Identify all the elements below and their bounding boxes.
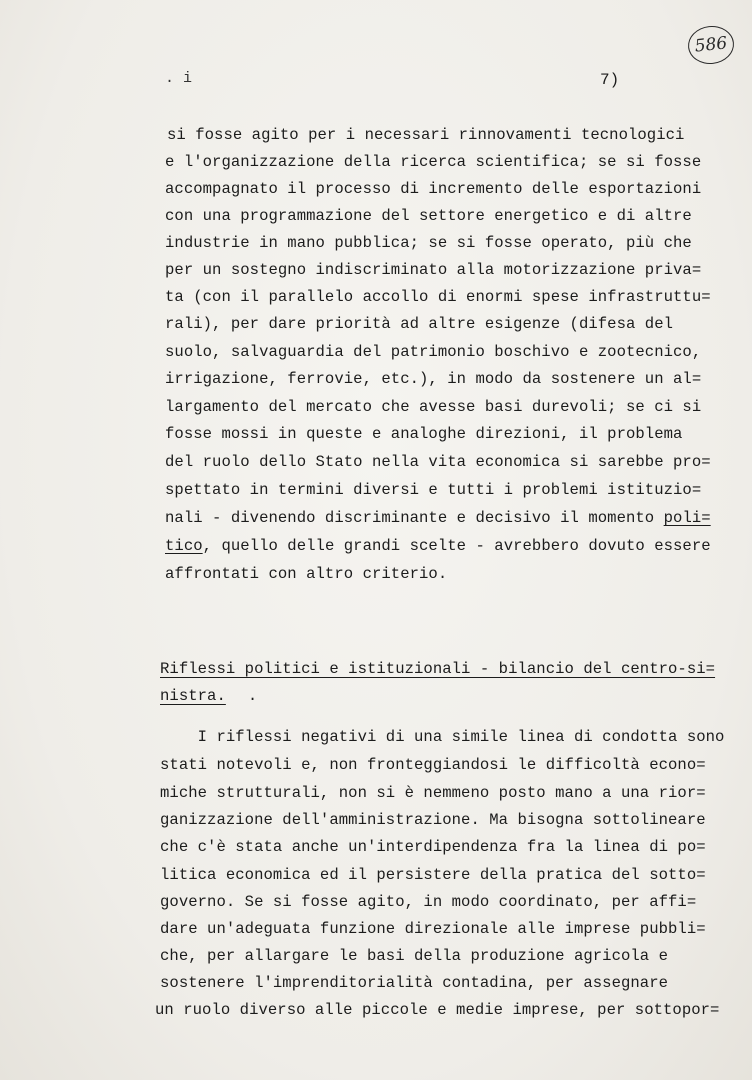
paragraph-line: industrie in mano pubblica; se si fosse operato, più che — [165, 234, 692, 252]
paragraph-line: litica economica ed il persistere della pratica del sotto= — [160, 866, 706, 884]
archive-page-stamp: 586 — [686, 24, 736, 67]
paragraph-line: un ruolo diverso alle piccole e medie imprese, per sottopor= — [155, 1001, 720, 1019]
paragraph-line: e l'organizzazione della ricerca scientifica; se si fosse — [165, 153, 702, 171]
section-heading: Riflessi politici e istituzionali - bilancio del centro-si= — [160, 660, 716, 678]
paragraph-line: accompagnato il processo di incremento delle esportazioni — [165, 180, 702, 198]
page-number: 7) — [600, 71, 620, 89]
paragraph-line: sostenere l'imprenditorialità contadina, per assegnare — [160, 974, 669, 992]
paragraph-line: suolo, salvaguardia del patrimonio boschivo e zootecnico, — [165, 343, 702, 361]
paragraph-line: largamento del mercato che avesse basi durevoli; se ci si — [165, 398, 702, 416]
underlined-word: poli= — [663, 509, 711, 527]
paragraph-line: affrontati con altro criterio. — [165, 565, 448, 583]
paragraph-line: che c'è stata anche un'interdipendenza fra la linea di po= — [160, 838, 706, 856]
section-heading-continued — [160, 686, 257, 706]
paragraph-line: ganizzazione dell'amministrazione. Ma bisogna sottolineare — [160, 811, 706, 829]
paragraph-line: ta (con il parallelo accollo di enormi spese infrastruttu= — [165, 288, 711, 306]
paragraph-line: stati notevoli e, non fronteggiandosi le difficoltà econo= — [160, 756, 706, 774]
paragraph-line: miche strutturali, non si è nemmeno posto mano a una rior= — [160, 784, 706, 802]
paragraph-line: del ruolo dello Stato nella vita economica si sarebbe pro= — [165, 453, 711, 471]
paragraph-line: rali), per dare priorità ad altre esigenze (difesa del — [165, 315, 674, 333]
paragraph-line: si fosse agito per i necessari rinnovamenti tecnologici — [167, 126, 685, 144]
paragraph-line: per un sostegno indiscriminato alla motorizzazione priva= — [165, 261, 702, 279]
paragraph-line — [165, 536, 711, 556]
paragraph-line: fosse mossi in queste e analoghe direzioni, il problema — [165, 425, 683, 443]
paragraph-line: che, per allargare le basi della produzione agricola e — [160, 947, 669, 965]
paragraph-line-text: , quello delle grandi scelte - avrebbero dovuto essere — [202, 537, 711, 555]
stray-mark: . — [247, 687, 258, 705]
paragraph-line: dare un'adeguata funzione direzionale alle imprese pubbli= — [160, 920, 706, 938]
paragraph-line-text: nali - divenendo discriminante e decisivo il momento — [165, 509, 664, 527]
paragraph-line: governo. Se si fosse agito, in modo coordinato, per affi= — [160, 893, 697, 911]
section-heading-text: nistra. — [160, 687, 226, 705]
paragraph-line: spettato in termini diversi e tutti i problemi istituzio= — [165, 481, 702, 499]
underlined-word: tico — [165, 537, 203, 555]
paragraph-line: con una programmazione del settore energetico e di altre — [165, 207, 692, 225]
paragraph-line: irrigazione, ferrovie, etc.), in modo da sostenere un al= — [165, 370, 702, 388]
margin-mark: . i — [165, 70, 193, 87]
paragraph-line: I riflessi negativi di una simile linea di condotta sono — [160, 728, 725, 746]
paragraph-line — [165, 508, 711, 528]
